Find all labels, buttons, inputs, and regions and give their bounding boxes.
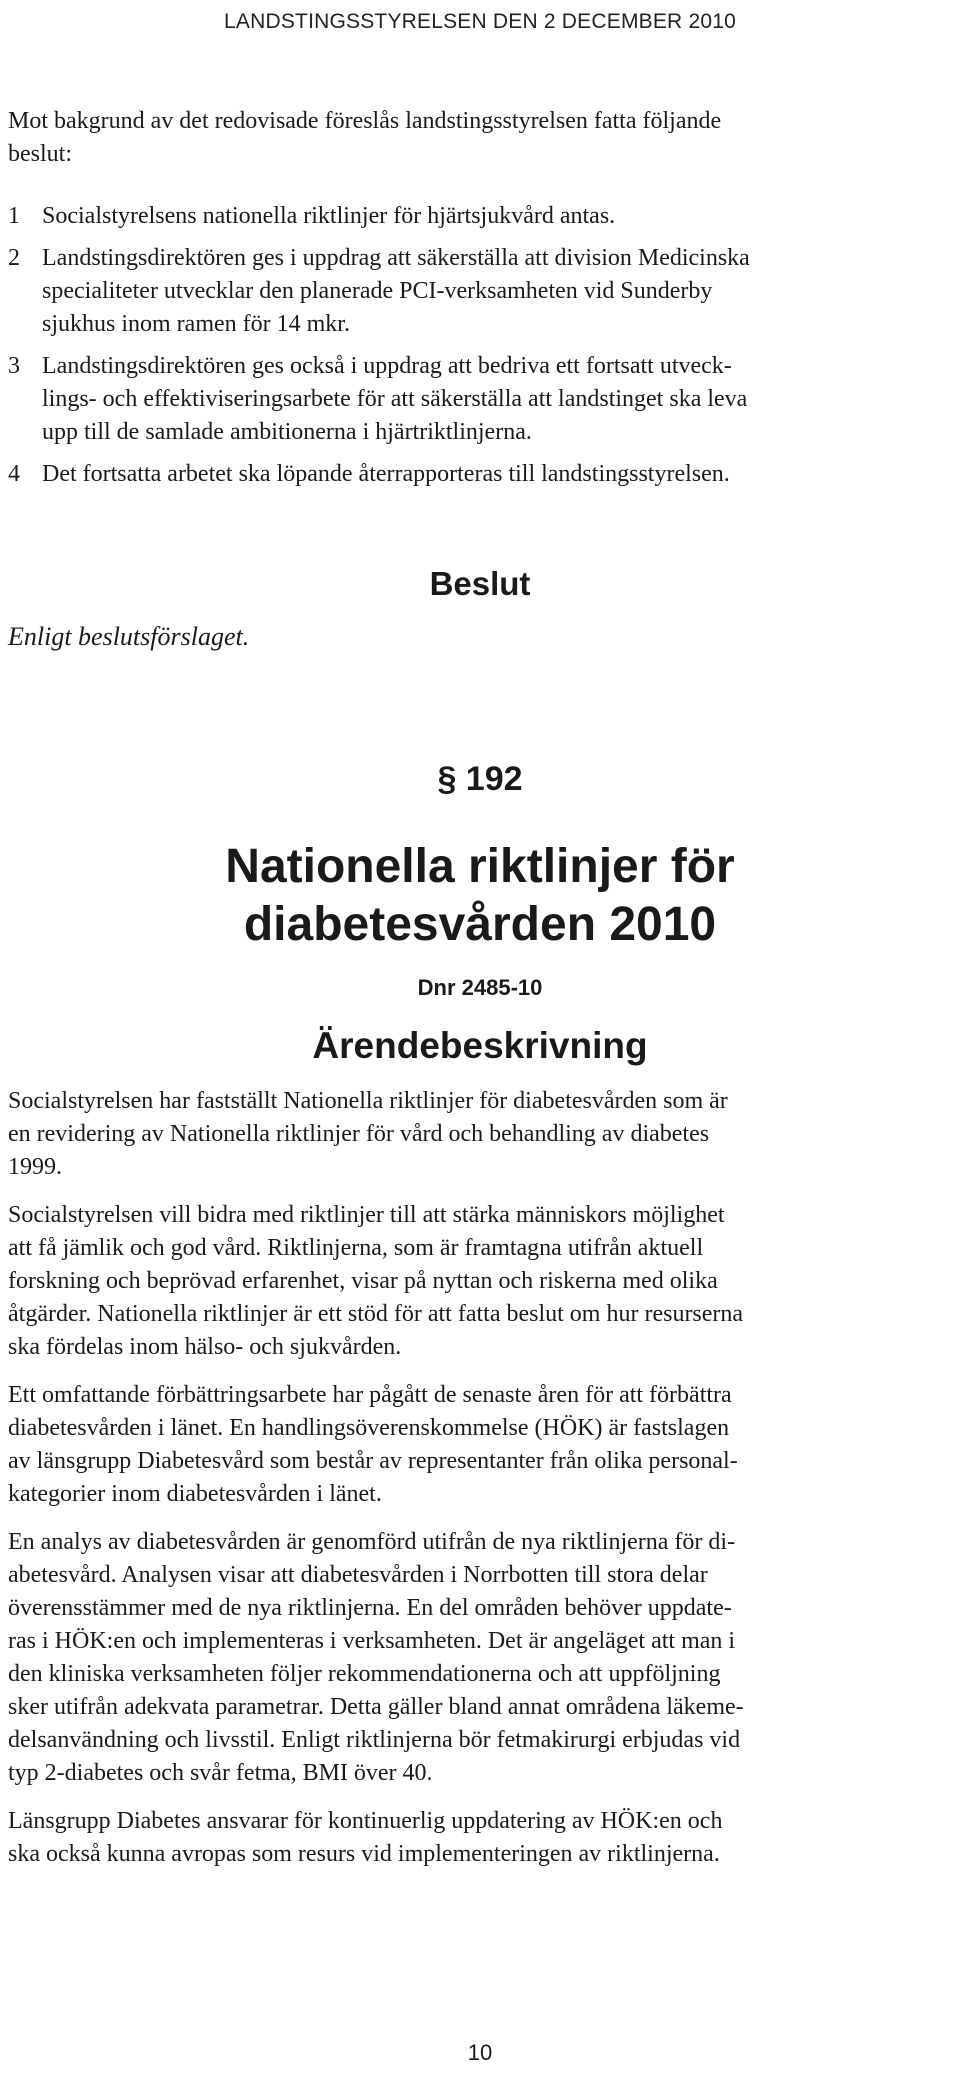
decision-line: upp till de samlade ambitionerna i hjärtriktlinjerna. (42, 419, 532, 445)
paragraph-line: den kliniska verksamheten följer rekommendationerna och att uppföljning (8, 1661, 721, 1687)
paragraph-line: Ett omfattande förbättringsarbete har pågått de senaste åren för att förbättra (8, 1382, 732, 1408)
arende-heading: Ärendebeskrivning (312, 1025, 648, 1066)
decision-number: 1 (8, 203, 20, 229)
section-title-line: Nationella riktlinjer för (225, 840, 735, 893)
beslut-heading: Beslut (429, 565, 531, 602)
paragraph (8, 1085, 953, 1184)
decision-line: Socialstyrelsens nationella riktlinjer för hjärtsjukvård antas. (42, 203, 616, 229)
paragraph-line: av länsgrupp Diabetesvård som består av representanter från olika personal- (8, 1448, 738, 1474)
decision-number: 2 (8, 245, 20, 271)
paragraph-line: att få jämlik och god vård. Riktlinjerna, som är framtagna utifrån aktuell (8, 1235, 704, 1261)
decision-text (42, 350, 953, 449)
paragraph-line: ras i HÖK:en och implementeras i verksamheten. Det är angeläget att man i (8, 1628, 736, 1654)
paragraph-line: en revidering av Nationella riktlinjer för vård och behandling av diabetes (8, 1121, 710, 1147)
paragraph-line: åtgärder. Nationella riktlinjer är ett stöd för att fatta beslut om hur resurserna (8, 1301, 744, 1327)
intro-line: beslut: (8, 141, 72, 167)
decision-line: Det fortsatta arbetet ska löpande återrapporteras till landstingsstyrelsen. (42, 461, 730, 487)
decision-item (8, 458, 953, 491)
paragraph (8, 1199, 953, 1364)
paragraph (8, 1526, 953, 1790)
decision-number: 3 (8, 353, 20, 379)
paragraph-line: 1999. (8, 1154, 62, 1180)
paragraph-line: kategorier inom diabetesvården i länet. (8, 1481, 382, 1507)
decision-list (8, 200, 953, 500)
paragraph-line: Socialstyrelsen har fastställt Nationella riktlinjer för diabetesvården som är (8, 1088, 728, 1114)
decision-text (42, 242, 953, 341)
beslut-text: Enligt beslutsförslaget. (8, 622, 250, 651)
intro-line: Mot bakgrund av det redovisade föreslås landstingsstyrelsen fatta följande (8, 108, 722, 134)
decision-number: 4 (8, 461, 20, 487)
intro-text (8, 105, 953, 171)
page-number: 10 (467, 2040, 493, 2065)
decision-line: Landstingsdirektören ges i uppdrag att säkerställa att division Medicinska (42, 245, 750, 271)
decision-item (8, 242, 953, 341)
section-title (0, 838, 960, 954)
decision-line: sjukhus inom ramen för 14 mkr. (42, 311, 350, 337)
decision-line: Landstingsdirektören ges också i uppdrag att bedriva ett fortsatt utveck- (42, 353, 732, 379)
paragraph-line: En analys av diabetesvården är genomförd utifrån de nya riktlinjerna för di- (8, 1529, 736, 1555)
paragraph-line: typ 2-diabetes och svår fetma, BMI över 40. (8, 1760, 433, 1786)
paragraph-line: överensstämmer med de nya riktlinjerna. En del områden behöver uppdate- (8, 1595, 732, 1621)
paragraph (8, 1805, 953, 1871)
section-number: § 192 (437, 760, 523, 798)
paragraph-line: Socialstyrelsen vill bidra med riktlinjer till att stärka människors möjlighet (8, 1202, 725, 1228)
decision-line: specialiteter utvecklar den planerade PCI-verksamheten vid Sunderby (42, 278, 713, 304)
paragraph-line: abetesvård. Analysen visar att diabetesvården i Norrbotten till stora delar (8, 1562, 708, 1588)
decision-item (8, 200, 953, 233)
paragraph-line: sker utifrån adekvata parametrar. Detta gäller bland annat områdena läkeme- (8, 1694, 744, 1720)
paragraph-line: Länsgrupp Diabetes ansvarar för kontinuerlig uppdatering av HÖK:en och (8, 1808, 723, 1834)
page-header: LANDSTINGSSTYRELSEN DEN 2 DECEMBER 2010 (224, 10, 736, 33)
decision-text (42, 458, 953, 491)
decision-text (42, 200, 953, 233)
paragraph-line: ska fördelas inom hälso- och sjukvården. (8, 1334, 402, 1360)
decision-line: lings- och effektiviseringsarbete för att säkerställa att landstinget ska leva (42, 386, 748, 412)
paragraph-line: delsanvändning och livsstil. Enligt riktlinjerna bör fetmakirurgi erbjudas vid (8, 1727, 741, 1753)
dnr-label: Dnr 2485-10 (417, 975, 543, 1000)
paragraph-line: forskning och beprövad erfarenhet, visar på nyttan och riskerna med olika (8, 1268, 718, 1294)
arende-body (8, 1085, 953, 1886)
paragraph-line: diabetesvården i länet. En handlingsöverenskommelse (HÖK) är fastslagen (8, 1415, 730, 1441)
decision-item (8, 350, 953, 449)
paragraph-line: ska också kunna avropas som resurs vid implementeringen av riktlinjerna. (8, 1841, 720, 1867)
paragraph (8, 1379, 953, 1511)
section-title-line: diabetesvården 2010 (243, 898, 717, 951)
